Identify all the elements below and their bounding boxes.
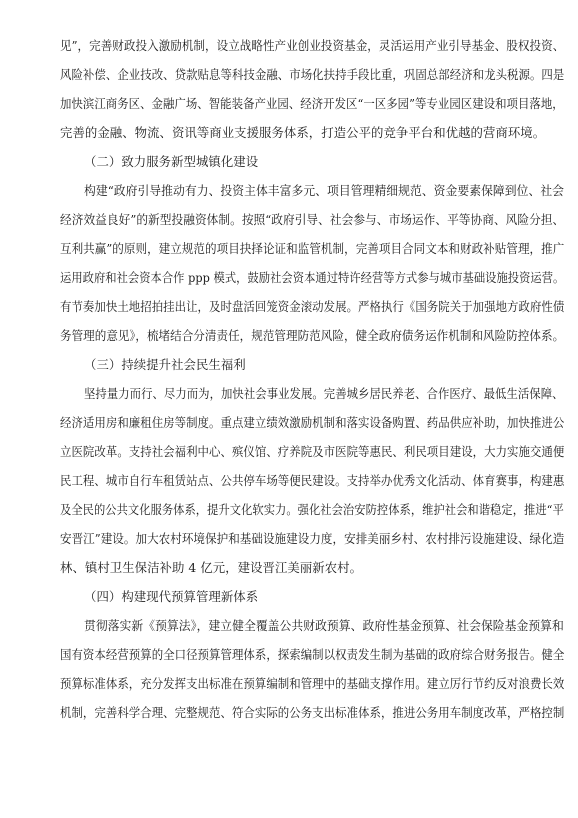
section-heading: （四）构建现代预算管理新体系 <box>84 589 259 604</box>
paragraph-first-line: 坚持量力而行、尽力而为，加快社会事业发展。完善城乡居民养老、合作医疗、最低生活保障、 <box>84 386 564 401</box>
body-line: 运用政府和社会资本合作 ppp 模式，鼓励社会资本通过特许经营等方式参与城市基础设施投资运营。 <box>60 270 565 285</box>
paragraph-first-line: 构建“政府引导推动有力、投资主体丰富多元、项目管理精细规范、资金要素保障到位、社会 <box>84 183 565 198</box>
body-line: 及全民的公共文化服务体系，提升文化软实力。强化社会治安防控体系，维护社会和谐稳定，推进“平 <box>60 502 564 517</box>
body-line: 国有资本经营预算的全口径预算管理体系，探索编制以权责发生制为基础的政府综合财务报告。健全 <box>60 647 565 662</box>
section-heading: （三）持续提升社会民生福利 <box>84 357 246 372</box>
paragraph-first-line: 贯彻落实新《预算法》，建立健全覆盖公共财政预算、政府性基金预算、社会保险基金预算和 <box>84 618 564 633</box>
section-heading: （二）致力服务新型城镇化建设 <box>84 154 259 169</box>
body-line: 林、镇村卫生保洁补助 4 亿元，建设晋江美丽新农村。 <box>60 560 363 575</box>
body-line: 加快滨江商务区、金融广场、智能装备产业园、经济开发区“一区多园”等专业园区建设和项目落地， <box>60 96 564 111</box>
body-line: 民工程、城市自行车租赁站点、公共停车场等便民建设。支持举办优秀文化活动、体育赛事，构建惠 <box>60 473 565 488</box>
body-line: 风险补偿、企业技改、贷款贴息等科技金融、市场化扶持手段比重，巩固总部经济和龙头税源。四是 <box>60 67 565 82</box>
body-line: 安晋江”建设。加大农村环境保护和基础设施建设力度，安排美丽乡村、农村排污设施建设、绿化造 <box>60 531 565 546</box>
body-line: 机制，完善科学合理、完整规范、符合实际的公务支出标准体系，推进公务用车制度改革，严格控制 <box>60 705 565 720</box>
body-line: 立医院改革。支持社会福利中心、殡仪馆、疗养院及市医院等惠民、利民项目建设，大力实施交通便 <box>60 444 565 459</box>
body-line: 预算标准体系，充分发挥支出标准在预算编制和管理中的基础支撑作用。建立厉行节约反对浪费长效 <box>60 676 565 691</box>
body-line: 完善的金融、物流、资讯等商业支援服务体系，打造公平的竞争平台和优越的营商环境。 <box>60 125 546 140</box>
body-line: 见”，完善财政投入激励机制，设立战略性产业创业投资基金，灵活运用产业引导基金、股权投资、 <box>60 38 565 53</box>
body-line: 经济适用房和廉租住房等制度。重点建立绩效激励机制和落实设备购置、药品供应补助，加快推进公 <box>60 415 565 430</box>
body-line: 务管理的意见》，梳堵结合分清责任，规范管理防范风险，健全政府债务运作机制和风险防控体系。 <box>60 328 565 343</box>
body-line: 互利共赢”的原则，建立规范的项目抉择论证和监管机制，完善项目合同文本和财政补贴管理，推广 <box>60 241 565 256</box>
body-line: 有节奏加快土地招拍挂出让，及时盘活回笼资金滚动发展。严格执行《国务院关于加强地方政府性债 <box>60 299 565 314</box>
body-line: 经济效益良好”的新型投融资体制。按照“政府引导、社会参与、市场运作、平等协商、风险分担、 <box>60 212 565 227</box>
